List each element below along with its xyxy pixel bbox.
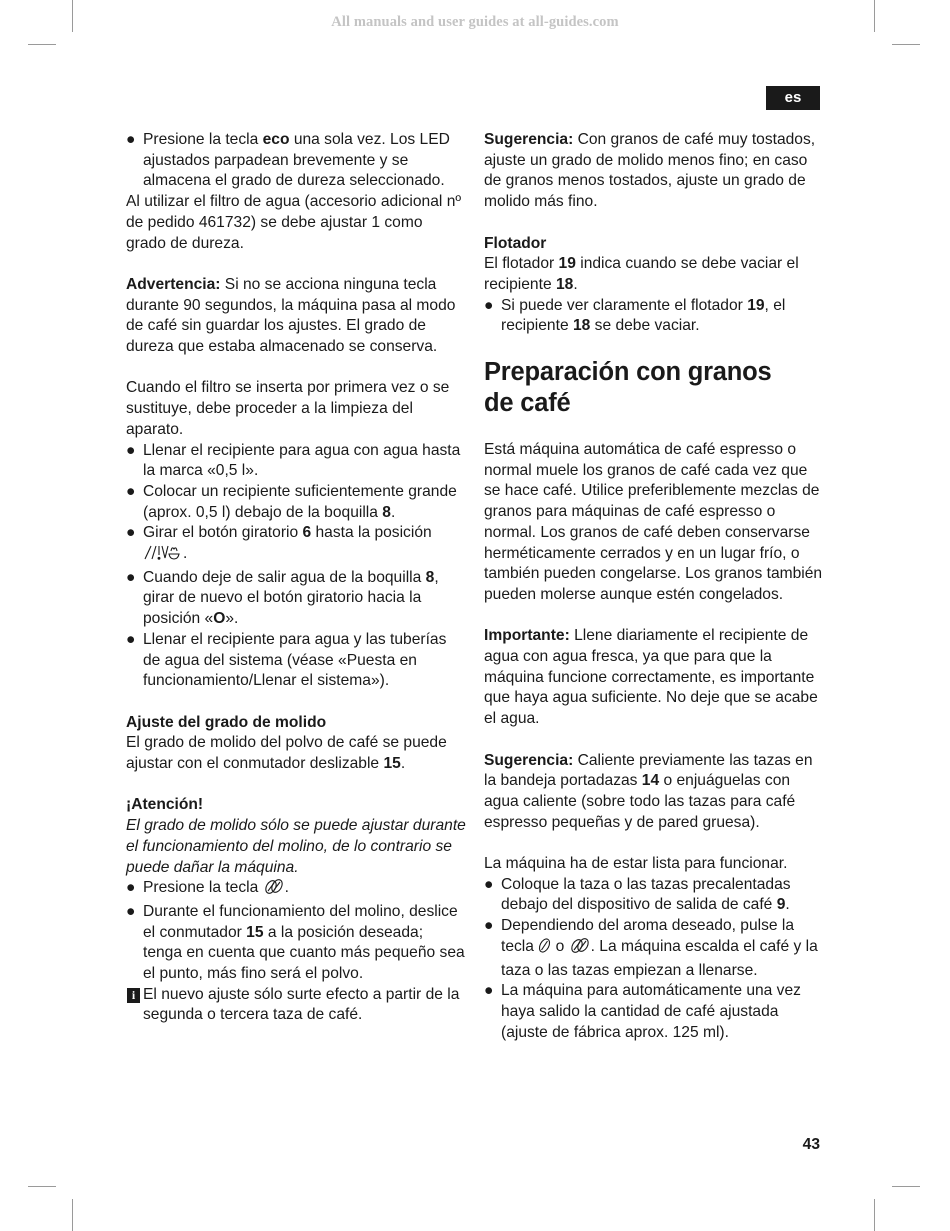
paragraph: El flotador 19 indica cuando se debe vaciar el recipiente 18. [484,255,799,293]
paragraph: Al utilizar el filtro de agua (accesorio adicional nº de pedido 461732) se debe ajustar 1 como grado de dureza. [126,193,462,252]
language-tab: es [766,86,820,110]
bullet-icon: ● [484,296,494,314]
tip-paragraph: Sugerencia: Caliente previamente las tazas en la bandeja portadazas 14 o enjuáguelas con agua caliente (sobre todo las tazas para café espresso pequeñas y de pared gruesa). [484,751,813,831]
paragraph: La máquina ha de estar lista para funcionar. [484,855,788,873]
list-item: ● Dependiendo del aroma deseado, pulse la tecla o . La máquina escalda el café y la taza o las tazas empiezan a llenarse. [484,917,818,979]
bullet-icon: ● [126,441,136,459]
paragraph: El grado de molido del polvo de café se puede ajustar con el conmutador deslizable 15. [126,734,447,773]
list-item: ● Coloque la taza o las tazas precalentadas debajo del dispositivo de salida de café 9. [484,875,791,914]
bullet-icon: ● [126,524,136,542]
info-icon: i [127,988,140,1003]
important-paragraph: Importante: Llene diariamente el recipiente de agua con agua fresca, ya que para que la máquina funcione correctamente, es importante que haya agua suficiente. No deje que se acabe el agua. [484,627,818,728]
list-item: ● Cuando deje de salir agua de la boquilla 8, girar de nuevo el botón giratorio hacia la posición «O». [126,568,439,628]
list-item: ● Si puede ver claramente el flotador 19, el recipiente 18 se debe vaciar. [484,296,786,335]
list-item: ● Colocar un recipiente suficientemente grande (aprox. 0,5 l) debajo de la boquilla 8. [126,482,457,521]
bullet-icon: ● [126,879,136,897]
bullet-icon: ● [126,630,136,648]
bullet-icon: ● [126,131,136,148]
list-item: ● Llenar el recipiente para agua con agua hasta la marca «0,5 l». [126,441,461,480]
warning-label: Advertencia: [126,275,221,293]
tip-label: Sugerencia: [484,131,574,148]
info-note: i El nuevo ajuste sólo surte efecto a partir de la segunda o tercera taza de café. [126,985,466,1026]
page-title: Preparación con granos de café [484,358,772,418]
crop-mark [28,44,56,45]
paragraph: Está máquina automática de café espresso o normal muele los granos de café cada vez que se hace café. Utilice preferiblemente mezclas de granos para máquinas de café espresso o normal. Los granos de café deben conservarse herméticamente cerrados y en un lugar frío, o también pueden congelarse. Los granos también pueden molerse aunque estén congelados. [484,441,823,603]
steam-hot-water-icon [143,544,183,568]
crop-mark [892,1186,920,1187]
crop-mark [892,44,920,45]
two-beans-icon [569,937,591,961]
tip-paragraph: Sugerencia: Con granos de café muy tostados, ajuste un grado de molido menos fino; en caso de granos menos tostados, ajuste un grado de molido más fino. [484,131,816,211]
bullet-icon: ● [126,902,136,920]
attention-heading: ¡Atención! [126,796,204,814]
warning-paragraph: Advertencia: Si no se acciona ninguna tecla durante 90 segundos, la máquina pasa al modo de café sin guardar los ajustes. El grado de dureza que estaba almacenado se conserva. [126,275,456,356]
list-item: ● Presione la tecla . [126,878,466,902]
crop-mark [72,1199,73,1231]
important-label: Importante: [484,627,570,645]
section-heading: Ajuste del grado de molido [126,713,327,731]
list-item: ● La máquina para automáticamente una vez haya salido la cantidad de café ajustada (ajuste de fábrica aprox. 125 ml). [484,982,801,1041]
section-heading: Flotador [484,234,547,252]
bullet-icon: ● [126,568,136,586]
paragraph: Cuando el filtro se inserta por primera vez o se sustituye, debe proceder a la limpieza del aparato. [126,379,450,438]
list-item: ● Girar el botón giratorio 6 hasta la posición . [126,523,466,567]
right-column [484,130,824,1043]
list-item: ● Durante el funcionamiento del molino, deslice el conmutador 15 a la posición deseada; tenga en cuenta que cuanto más pequeño sea el punto, más fino será el polvo. [126,902,465,983]
watermark: All manuals and user guides at all-guides.com [331,14,619,30]
list-item: ● Presione la tecla eco una sola vez. Los LED ajustados parpadean brevemente y se almacena el grado de dureza seleccionado. [126,131,450,190]
list-item: ● Llenar el recipiente para agua y las tuberías de agua del sistema (véase «Puesta en funcionamiento/Llenar el sistema»). [126,630,447,690]
two-beans-icon [263,878,285,902]
page-number: 43 [802,1136,820,1153]
crop-mark [28,1186,56,1187]
left-column [126,130,466,1026]
bullet-icon: ● [484,917,494,935]
bullet-icon: ● [484,982,494,1000]
crop-mark [874,1199,875,1231]
tip-label: Sugerencia: [484,751,574,769]
attention-text: El grado de molido sólo se puede ajustar durante el funcionamiento del molino, de lo contrario se puede dañar la máquina. [126,817,466,876]
bullet-icon: ● [126,482,136,500]
coffee-bean-icon [538,937,551,961]
bullet-icon: ● [484,875,494,893]
